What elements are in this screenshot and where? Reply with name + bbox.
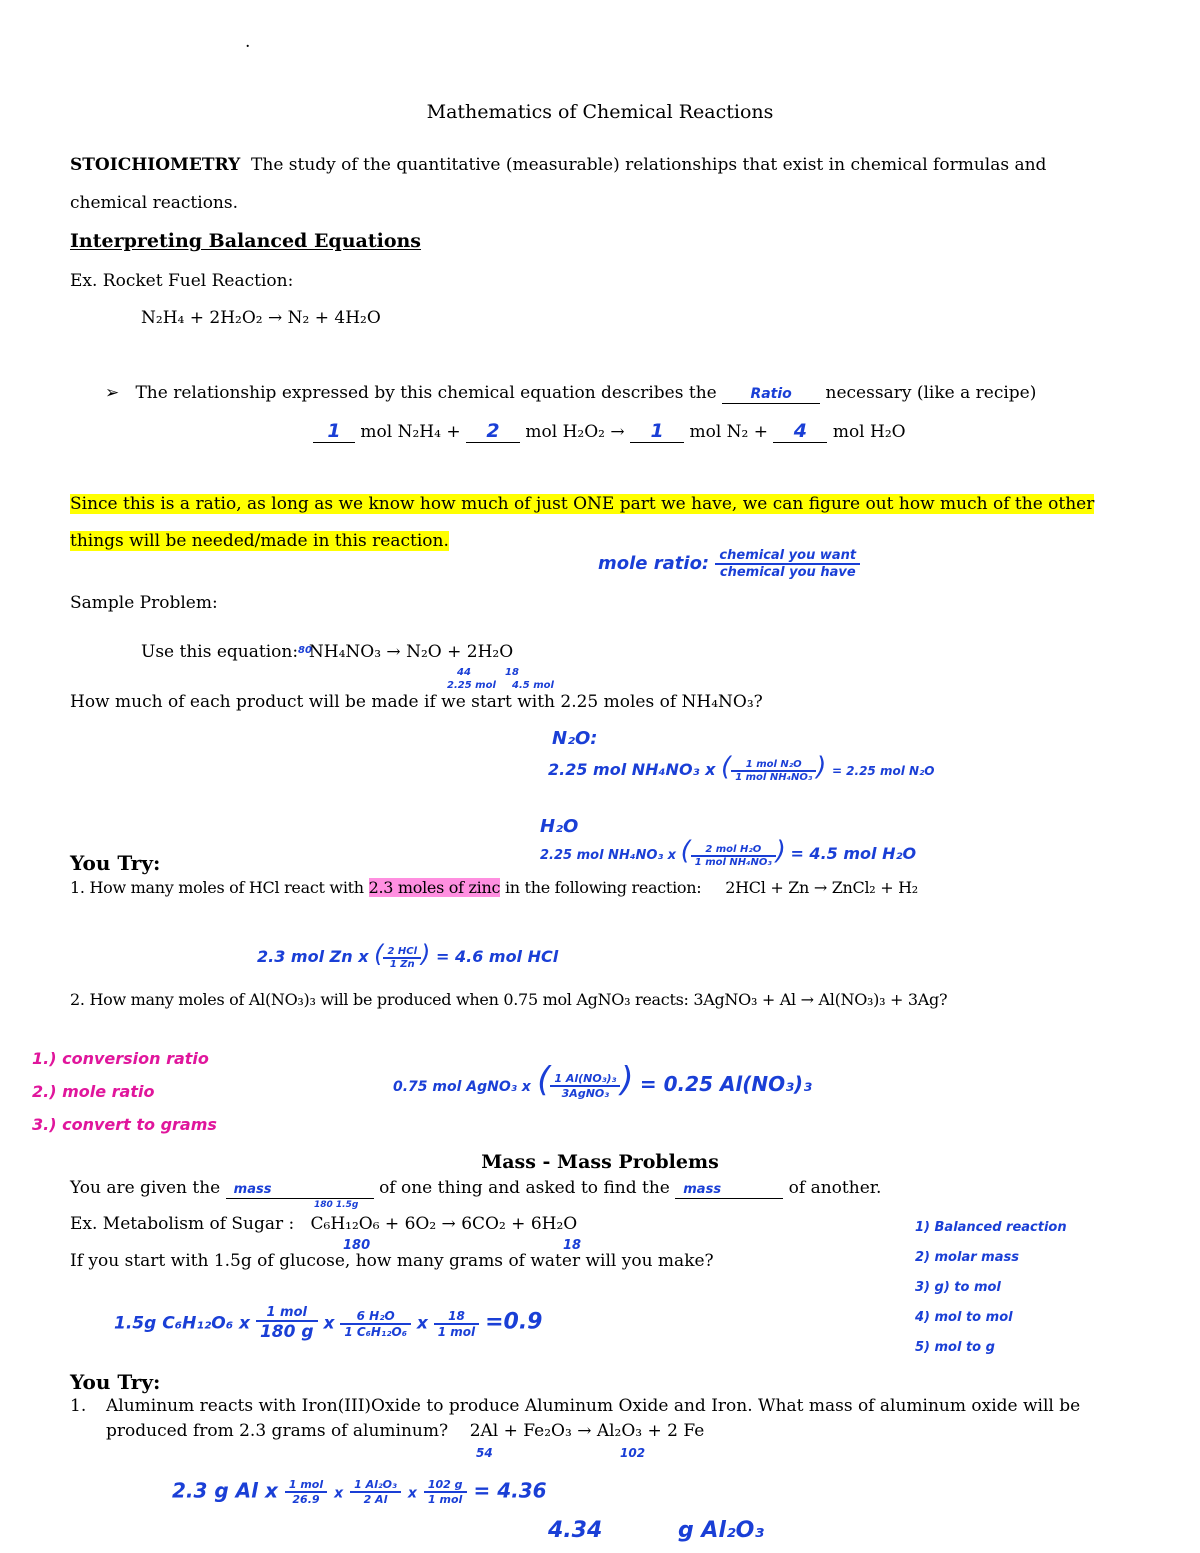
mole-ratio-note: mole ratio: $\frac{\text{chemical you want}}{\text{chemical you have}}$ <box>598 548 860 580</box>
al-mm1: 54 <box>476 1446 493 1460</box>
blank-h2o2: 2 <box>466 420 520 443</box>
bullet-prefix: The relationship expressed by this chemical equation describes the <box>135 383 717 403</box>
al-mm2: 102 <box>620 1446 646 1460</box>
ratio-blank: Ratio <box>722 383 820 404</box>
stoich-definition <box>70 155 1046 175</box>
steps-list-1: 1.) conversion ratio 2.) mole ratio 3.) convert to grams <box>32 1049 217 1134</box>
question-2: 2. How many moles of Al(NO₃)₃ will be produced when 0.75 mol AgNO₃ reacts: 3AgNO₃ + Al → Al(NO₃)₃ + 3Ag? <box>70 990 948 1009</box>
sugar-mm1: 180 <box>343 1238 371 1253</box>
n2o-label: N₂O: <box>552 728 598 749</box>
sample-mm-reactant: 80 <box>298 645 312 656</box>
sugar-question: If you start with 1.5g of glucose, how many grams of water will you make? <box>70 1251 714 1271</box>
question-1: 1. How many moles of HCl react with 2.3 moles of zinc in the following reaction: 2HCl + Zn → ZnCl₂ + H₂ <box>70 878 918 897</box>
blank-n2h4: 1 <box>313 420 355 443</box>
al-work: 2.3 g Al x $\frac{\text{1 mol}}{26.9}$ x $\frac{\text{1 Al₂O₃}}{2 Al}$ x $\frac{102 g}{\text{1 mol}}$ = 4.36 <box>172 1478 547 1506</box>
highlight-line2: things will be needed/made in this reaction. <box>70 531 449 551</box>
blank-n2: 1 <box>630 420 684 443</box>
sample-mm-p1: 44 <box>457 667 471 678</box>
you-try-heading-1: You Try: <box>70 851 161 875</box>
arrow-bullet-icon: ➢ <box>105 383 120 403</box>
stoich-term: STOICHIOMETRY <box>70 155 241 175</box>
n2o-work: 2.25 mol NH₄NO₃ x ( $\frac{\text{1 mol N₂O}}{\text{1 mol NH₄NO₃}}$ ) = 2.25 mol N₂O <box>548 752 935 783</box>
q1-work: 2.3 mol Zn x ( $\frac{\text{2 HCl}}{1 Zn}$ ) = 4.6 mol HCl <box>257 940 559 970</box>
mass-blank-1: mass <box>226 1178 374 1199</box>
ratio-bullet <box>105 383 1036 404</box>
highlight-line1: Since this is a ratio, as long as we know how much of just ONE part we have, we can figure out how much of the other <box>70 494 1095 514</box>
h2o-label: H₂O <box>540 816 579 837</box>
rocket-equation: N₂H₄ + 2H₂O₂ → N₂ + 4H₂O <box>141 308 381 328</box>
sugar-mm2: 18 <box>563 1238 582 1253</box>
sample-mol-p1: 2.25 mol <box>447 680 496 691</box>
al-final-unit: g Al₂O₃ <box>678 1518 764 1543</box>
bullet-suffix: necessary (like a recipe) <box>825 383 1037 403</box>
stray-dot: . <box>245 32 251 52</box>
al-final-value: 4.34 <box>548 1518 603 1543</box>
example-label: Ex. Rocket Fuel Reaction: <box>70 271 294 291</box>
page-title: Mathematics of Chemical Reactions <box>426 101 774 123</box>
sample-mol-p2: 4.5 mol <box>512 680 554 691</box>
blank-h2o: 4 <box>773 420 827 443</box>
mol-ratio-line: 1 mol N₂H₄ + 2 mol H₂O₂ → 1 mol N₂ + 4 mol H₂O <box>313 420 906 443</box>
sample-equation: Use this equation: NH₄NO₃ → N₂O + 2H₂O <box>141 642 514 662</box>
stoich-def-line1: The study of the quantitative (measurable) relationships that exist in chemical formulas and <box>251 155 1047 175</box>
question-3-num: 1. <box>70 1396 87 1416</box>
section2-heading: Mass - Mass Problems <box>481 1151 719 1173</box>
you-try-heading-2: You Try: <box>70 1370 161 1394</box>
sample-question: How much of each product will be made if we start with 2.25 moles of NH₄NO₃? <box>70 692 763 712</box>
q2-work: 0.75 mol AgNO₃ x ( $\frac{\text{1 Al(NO₃)₃}}{\text{3AgNO₃}}$ ) = 0.25 Al(NO₃)₃ <box>393 1060 812 1100</box>
sugar-work: 1.5g C₆H₁₂O₆ x $\frac{\text{1 mol}}{180 g}$ x $\frac{\text{6 H₂O}}{\text{1 C₆H₁₂O₆}}$ x $\frac{18}{\text{1 mol}}$ =0.9 <box>114 1305 543 1342</box>
mass-line: You are given the mass of one thing and asked to find the mass of another. <box>70 1178 882 1198</box>
sugar-example: Ex. Metabolism of Sugar : C₆H₁₂O₆ + 6O₂ → 6CO₂ + 6H₂O <box>70 1214 578 1234</box>
stoich-def-line2: chemical reactions. <box>70 193 239 213</box>
question-3-line1: Aluminum reacts with Iron(III)Oxide to produce Aluminum Oxide and Iron. What mass of aluminum oxide will be <box>106 1396 1081 1416</box>
h2o-work: 2.25 mol NH₄NO₃ x ( $\frac{\text{2 mol H₂O}}{\text{1 mol NH₄NO₃}}$ ) = 4.5 mol H₂O <box>540 836 917 868</box>
sample-label: Sample Problem: <box>70 593 218 613</box>
mass-blank-2: mass <box>675 1178 783 1199</box>
steps-list-2: 1) Balanced reaction 2) molar mass 3) g) to mol 4) mol to mol 5) mol to g <box>915 1220 1067 1355</box>
question-3-line2: produced from 2.3 grams of aluminum? 2Al + Fe₂O₃ → Al₂O₃ + 2 Fe <box>106 1421 705 1441</box>
sample-mm-p2: 18 <box>505 667 519 678</box>
sugar-mm-top: 180 1.5g <box>314 1200 359 1210</box>
section1-heading: Interpreting Balanced Equations <box>70 230 422 252</box>
